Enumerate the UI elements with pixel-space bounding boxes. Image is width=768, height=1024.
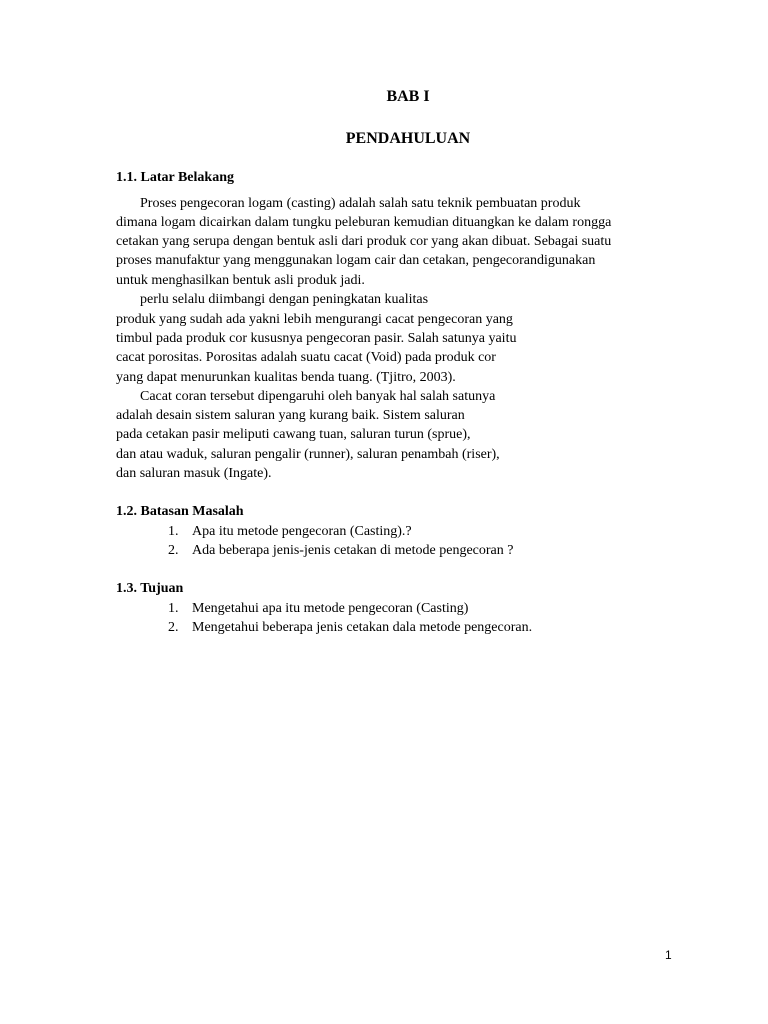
list-item	[168, 620, 532, 636]
section-heading-latar-belakang: 1.1. Latar Belakang	[116, 170, 234, 185]
list-item-number: 2.	[168, 620, 179, 635]
paragraph-line: dan atau waduk, saluran pengalir (runner), saluran penambah (riser),	[116, 447, 500, 462]
paragraph-line: Proses pengecoran logam (casting) adalah salah satu teknik pembuatan produk	[140, 196, 581, 211]
list-item-text: Mengetahui apa itu metode pengecoran (Casting)	[192, 601, 469, 616]
list-item-number: 1.	[168, 601, 179, 616]
section-heading-batasan-masalah: 1.2. Batasan Masalah	[116, 504, 244, 519]
section-heading-tujuan: 1.3. Tujuan	[116, 581, 184, 596]
chapter-number: BAB I	[386, 88, 430, 105]
paragraph-line: dan saluran masuk (Ingate).	[116, 466, 272, 481]
paragraph-line: cacat porositas. Porositas adalah suatu cacat (Void) pada produk cor	[116, 350, 496, 365]
list-item-text: Apa itu metode pengecoran (Casting).?	[192, 524, 412, 539]
page-number: 1	[665, 948, 672, 962]
paragraph-line: yang dapat menurunkan kualitas benda tuang. (Tjitro, 2003).	[116, 370, 456, 385]
list-item-number: 2.	[168, 543, 179, 558]
paragraph-line: perlu selalu diimbangi dengan peningkatan kualitas	[140, 292, 429, 307]
list-item-text: Ada beberapa jenis-jenis cetakan di metode pengecoran ?	[192, 543, 514, 558]
list-item-text: Mengetahui beberapa jenis cetakan dala metode pengecoran.	[192, 620, 533, 635]
paragraph-line: cetakan yang serupa dengan bentuk asli dari produk cor yang akan dibuat. Sebagai suatu	[116, 234, 612, 249]
chapter-title: PENDAHULUAN	[345, 130, 471, 147]
list-item-number: 1.	[168, 524, 179, 539]
paragraph-line: proses manufaktur yang menggunakan logam cair dan cetakan, pengecorandigunakan	[116, 253, 596, 268]
paragraph-line: adalah desain sistem saluran yang kurang baik. Sistem saluran	[116, 408, 465, 423]
list-item	[168, 524, 412, 540]
paragraph-line: timbul pada produk cor kususnya pengecoran pasir. Salah satunya yaitu	[116, 331, 517, 346]
list-item	[168, 543, 513, 559]
paragraph-line: produk yang sudah ada yakni lebih mengurangi cacat pengecoran yang	[116, 312, 513, 327]
paragraph-line: pada cetakan pasir meliputi cawang tuan, saluran turun (sprue),	[116, 427, 471, 442]
list-item	[168, 601, 468, 617]
paragraph-line: untuk menghasilkan bentuk asli produk jadi.	[116, 273, 365, 288]
paragraph-line: Cacat coran tersebut dipengaruhi oleh banyak hal salah satunya	[140, 389, 496, 404]
paragraph-line: dimana logam dicairkan dalam tungku peleburan kemudian dituangkan ke dalam rongga	[116, 215, 612, 230]
